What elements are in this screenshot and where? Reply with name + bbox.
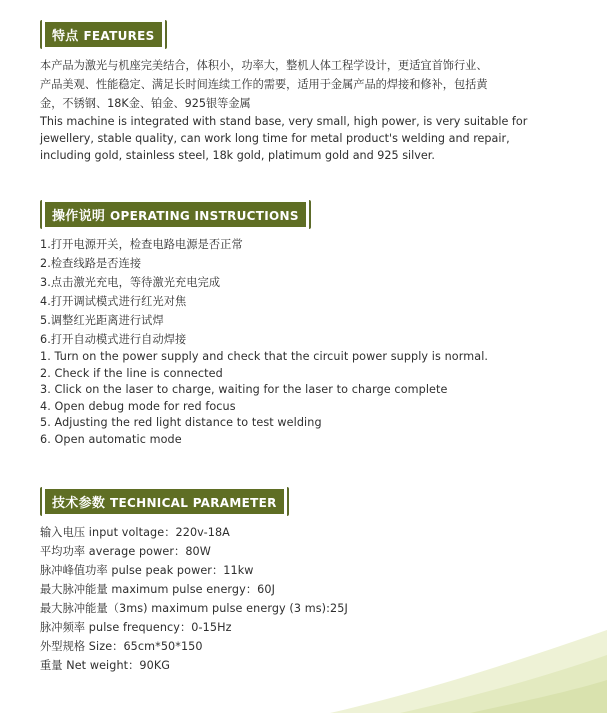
features-en-line: jewellery, stable quality, can work long time for metal product's welding and repair, xyxy=(40,132,510,145)
parameters-list xyxy=(40,523,590,675)
instructions-title-en: OPERATING INSTRUCTIONS xyxy=(110,209,299,223)
features-cn-text xyxy=(40,56,590,113)
instruction-en-step: 2. Check if the line is connected xyxy=(40,366,223,380)
features-section xyxy=(40,20,590,164)
parameters-title-cn: 技术参数 xyxy=(52,496,106,511)
parameters-header xyxy=(40,487,289,516)
parameter-item: 最大脉冲能量 maximum pulse energy：60J xyxy=(40,583,275,596)
features-cn-line: 产品美观、性能稳定、满足长时间连续工作的需要，适用于金属产品的焊接和修补，包括黄 xyxy=(40,78,488,91)
parameter-item: 输入电压 input voltage：220v-18A xyxy=(40,526,230,539)
instructions-en-list xyxy=(40,349,590,449)
instruction-cn-step: 6.打开自动模式进行自动焊接 xyxy=(40,333,187,346)
features-en-line: including gold, stainless steel, 18k gold, platimum gold and 925 silver. xyxy=(40,149,435,162)
instruction-cn-step: 1.打开电源开关，检查电路电源是否正常 xyxy=(40,238,243,251)
features-title-cn: 特点 xyxy=(52,29,79,44)
parameter-item: 最大脉冲能量（3ms) maximum pulse energy (3 ms):25J xyxy=(40,602,348,615)
parameter-item: 脉冲峰值功率 pulse peak power：11kw xyxy=(40,564,254,577)
instructions-title-cn: 操作说明 xyxy=(52,209,106,224)
features-header xyxy=(40,20,167,49)
features-en-line: This machine is integrated with stand base, very small, high power, is very suitable for xyxy=(40,115,528,128)
instruction-en-step: 4. Open debug mode for red focus xyxy=(40,399,236,413)
parameter-item: 脉冲频率 pulse frequency：0-15Hz xyxy=(40,621,232,634)
parameter-item: 平均功率 average power：80W xyxy=(40,545,211,558)
instruction-cn-step: 5.调整红光距离进行试焊 xyxy=(40,314,164,327)
parameter-item: 重量 Net weight：90KG xyxy=(40,659,171,672)
instruction-cn-step: 3.点击激光充电，等待激光充电完成 xyxy=(40,276,221,289)
features-cn-line: 本产品为激光与机座完美结合，体积小，功率大，整机人体工程学设计，更适宜首饰行业、 xyxy=(40,59,488,72)
features-title-en: FEATURES xyxy=(83,29,155,43)
instruction-en-step: 6. Open automatic mode xyxy=(40,432,182,446)
parameters-section xyxy=(40,487,590,675)
instruction-en-step: 5. Adjusting the red light distance to test welding xyxy=(40,416,322,430)
instructions-header xyxy=(40,200,311,229)
parameter-item: 外型规格 Size：65cm*50*150 xyxy=(40,640,203,653)
instructions-section xyxy=(40,200,590,449)
instruction-en-step: 3. Click on the laser to charge, waiting for the laser to charge complete xyxy=(40,383,448,397)
parameters-title-en: TECHNICAL PARAMETER xyxy=(110,496,277,510)
instructions-cn-list xyxy=(40,235,590,349)
instruction-en-step: 1. Turn on the power supply and check that the circuit power supply is normal. xyxy=(40,350,489,363)
features-cn-line: 金，不锈钢、18K金、铂金、925银等金属 xyxy=(40,97,251,110)
instruction-cn-step: 2.检查线路是否连接 xyxy=(40,257,142,270)
features-en-text xyxy=(40,113,590,164)
instruction-cn-step: 4.打开调试模式进行红光对焦 xyxy=(40,295,187,308)
